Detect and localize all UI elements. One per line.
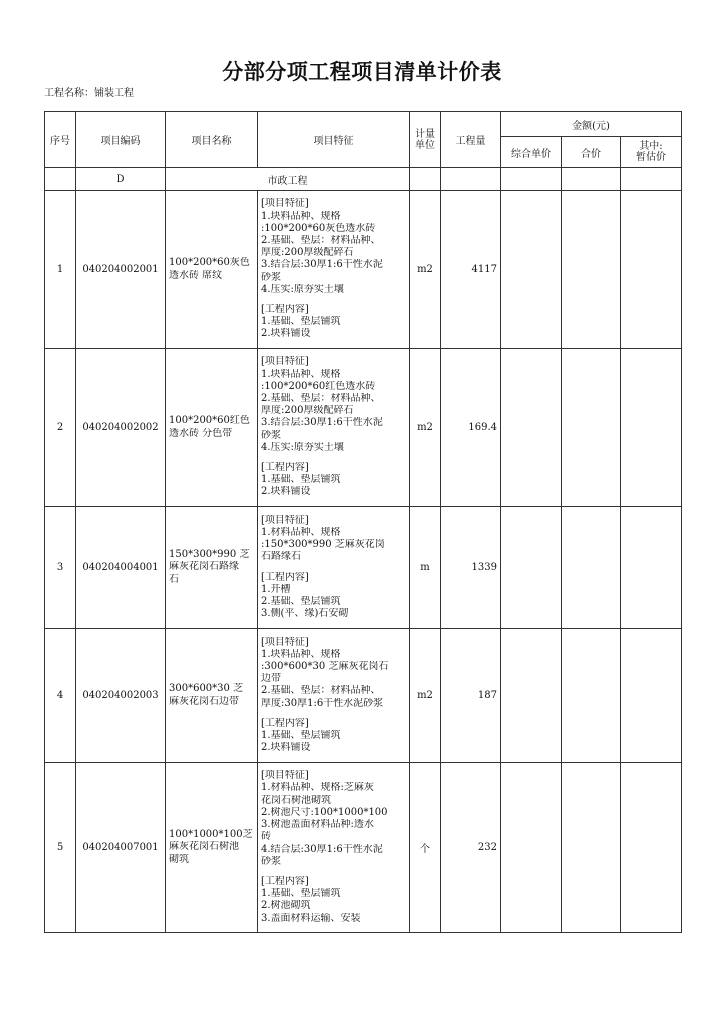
row-name-line: 麻灰花岗石树池 xyxy=(169,841,239,853)
feature-line: 2.基础、垫层铺筑 xyxy=(261,595,341,607)
feature-line: 3.结合层:30厚1:6干性水泥 xyxy=(261,417,383,429)
feature-spacer xyxy=(261,868,406,876)
row-unit: m2 xyxy=(410,191,441,349)
feature-line: 1.基础、垫层铺筑 xyxy=(261,316,341,328)
feature-line: 2.基础、垫层：材料品种、 xyxy=(261,392,381,404)
header-estimate xyxy=(621,137,682,168)
feature-line: [工程内容] xyxy=(261,462,309,473)
feature-line: 石路缘石 xyxy=(261,551,301,563)
feature-line: 4.压实:原夯实土壤 xyxy=(261,283,344,295)
row-name-line: 透水砖 席纹 xyxy=(169,269,223,281)
feature-line: :100*200*60红色透水砖 xyxy=(261,380,376,392)
header-amount: 金额(元) xyxy=(501,112,682,137)
row-seq: 1 xyxy=(45,191,76,349)
row-feature xyxy=(258,507,410,629)
feature-line: 厚度:200厚级配碎石 xyxy=(261,247,354,259)
row-estimate xyxy=(621,507,682,629)
row-qty: 1339 xyxy=(441,507,501,629)
feature-line: 1.材料品种、规格:芝麻灰 xyxy=(261,782,374,794)
feature-line: 砂浆 xyxy=(261,855,281,867)
header-code: 项目编码 xyxy=(76,112,166,168)
feature-line: 4.压实:原夯实土壤 xyxy=(261,441,344,453)
feature-line: 1.材料品种、规格 xyxy=(261,526,341,538)
feature-line: 3.盖面材料运输、安装 xyxy=(261,912,361,924)
row-unit-price xyxy=(501,763,562,933)
feature-line: 2.块料铺设 xyxy=(261,328,311,340)
feature-line: 3.结合层:30厚1:6干性水泥 xyxy=(261,259,383,271)
row-qty: 169.4 xyxy=(441,349,501,507)
row-qty: 232 xyxy=(441,763,501,933)
feature-line: [工程内容] xyxy=(261,571,309,583)
feature-line: 花岗石树池砌筑 xyxy=(261,794,331,806)
feature-line: 边带 xyxy=(261,673,281,685)
feature-line: 2.块料铺设 xyxy=(261,486,311,498)
feature-line: 砖 xyxy=(261,831,271,843)
page-title: 分部分项工程项目清单计价表 xyxy=(222,60,502,84)
feature-line: 2.块料铺设 xyxy=(261,742,311,754)
feature-line: 砂浆 xyxy=(261,271,281,283)
feature-line: 1.块料品种、规格 xyxy=(261,368,341,380)
row-unit: m2 xyxy=(410,349,441,507)
table-row xyxy=(45,629,682,763)
header-unit-price: 综合单价 xyxy=(501,137,562,168)
row-feature xyxy=(258,191,410,349)
header-feature: 项目特征 xyxy=(258,112,410,168)
row-seq: 3 xyxy=(45,507,76,629)
row-code: 040204007001 xyxy=(76,763,166,933)
header-total: 合价 xyxy=(562,137,621,168)
feature-line: 厚度:30厚1:6干性水泥砂浆 xyxy=(261,697,384,709)
feature-line: [工程内容] xyxy=(261,304,309,315)
row-name-line: 麻灰花岗石路缘 xyxy=(169,561,239,573)
empty-cell xyxy=(501,168,562,191)
row-seq: 5 xyxy=(45,763,76,933)
row-seq: 2 xyxy=(45,349,76,507)
row-name-line: 100*1000*100芝 xyxy=(169,829,253,841)
feature-line: [工程内容] xyxy=(261,875,309,887)
feature-line: 1.基础、垫层铺筑 xyxy=(261,888,341,900)
feature-line: [项目特征] xyxy=(261,356,309,368)
feature-line: :100*200*60灰色透水砖 xyxy=(261,222,376,234)
row-name xyxy=(166,507,258,629)
feature-line: 2.树池尺寸:100*1000*100 xyxy=(261,806,388,818)
feature-line: 1.块料品种、规格 xyxy=(261,210,341,222)
row-qty: 4117 xyxy=(441,191,501,349)
row-total xyxy=(562,763,621,933)
header-name: 项目名称 xyxy=(166,112,258,168)
table-row xyxy=(45,507,682,629)
header-unit xyxy=(410,112,441,168)
feature-line: 3.侧(平、缘)石安砌 xyxy=(261,608,349,620)
row-unit-price xyxy=(501,507,562,629)
section-row xyxy=(45,168,682,191)
row-qty: 187 xyxy=(441,629,501,763)
row-name-line: 石 xyxy=(169,573,179,585)
table-body xyxy=(45,168,682,933)
row-code: 040204004001 xyxy=(76,507,166,629)
feature-spacer xyxy=(261,710,406,718)
row-name xyxy=(166,763,258,933)
row-name xyxy=(166,191,258,349)
row-code: 040204002003 xyxy=(76,629,166,763)
header-estimate-line1: 其中: xyxy=(639,141,663,152)
row-name-line: 透水砖 分色带 xyxy=(169,427,233,439)
row-name xyxy=(166,629,258,763)
table-row xyxy=(45,191,682,349)
section-seq xyxy=(45,168,76,191)
feature-line: [项目特征] xyxy=(261,636,309,648)
row-estimate xyxy=(621,763,682,933)
row-code: 040204002001 xyxy=(76,191,166,349)
feature-line: 1.基础、垫层铺筑 xyxy=(261,730,341,741)
row-name-line: 300*600*30 芝 xyxy=(169,683,244,695)
row-unit-price xyxy=(501,629,562,763)
row-unit: m xyxy=(410,507,441,629)
feature-spacer xyxy=(261,296,406,304)
feature-line: [项目特征] xyxy=(261,514,309,526)
header-unit-line2: 单位 xyxy=(415,139,435,151)
section-code: D xyxy=(76,168,166,191)
feature-line: 1.开槽 xyxy=(261,583,291,595)
section-name: 市政工程 xyxy=(166,168,410,191)
row-name-line: 150*300*990 芝 xyxy=(169,549,250,561)
row-estimate xyxy=(621,191,682,349)
feature-line: 2.树池砌筑 xyxy=(261,900,311,912)
pricing-table xyxy=(44,111,682,933)
feature-line: 2.基础、垫层：材料品种、 xyxy=(261,234,381,246)
header-estimate-line2: 暂估价 xyxy=(636,152,666,163)
row-feature xyxy=(258,763,410,933)
row-code: 040204002002 xyxy=(76,349,166,507)
feature-spacer xyxy=(261,454,406,462)
feature-line: 3.树池盖面材料品种:透水 xyxy=(261,819,374,831)
row-estimate xyxy=(621,349,682,507)
feature-line: [工程内容] xyxy=(261,717,309,729)
row-name xyxy=(166,349,258,507)
row-feature xyxy=(258,349,410,507)
row-name-line: 麻灰花岗石边带 xyxy=(169,695,239,707)
project-name: 工程名称：铺装工程 xyxy=(44,88,134,99)
row-unit-price xyxy=(501,191,562,349)
empty-cell xyxy=(621,168,682,191)
row-total xyxy=(562,629,621,763)
feature-line: :150*300*990 芝麻灰花岗 xyxy=(261,539,385,551)
row-total xyxy=(562,191,621,349)
feature-line: 1.块料品种、规格 xyxy=(261,648,341,660)
row-total xyxy=(562,349,621,507)
empty-cell xyxy=(441,168,501,191)
header-seq: 序号 xyxy=(45,112,76,168)
feature-line: [项目特征] xyxy=(261,770,309,782)
header-qty: 工程量 xyxy=(441,112,501,168)
feature-line: [项目特征] xyxy=(261,198,309,210)
row-unit: m2 xyxy=(410,629,441,763)
feature-line: 2.基础、垫层：材料品种、 xyxy=(261,685,381,697)
row-name-line: 砌筑 xyxy=(169,853,189,865)
row-name-line: 100*200*60红色 xyxy=(169,415,250,427)
row-feature xyxy=(258,629,410,763)
row-estimate xyxy=(621,629,682,763)
table-row xyxy=(45,763,682,933)
row-name-line: 100*200*60灰色 xyxy=(169,257,250,269)
header-unit-line1: 计量 xyxy=(415,128,435,140)
empty-cell xyxy=(410,168,441,191)
row-seq: 4 xyxy=(45,629,76,763)
row-unit: 个 xyxy=(410,763,441,933)
feature-line: 4.结合层:30厚1:6干性水泥 xyxy=(261,843,383,855)
feature-line: 1.基础、垫层铺筑 xyxy=(261,474,341,486)
feature-line: :300*600*30 芝麻灰花岗石 xyxy=(261,660,389,672)
feature-line: 砂浆 xyxy=(261,429,281,441)
table-row xyxy=(45,349,682,507)
feature-line: 厚度:200厚级配碎石 xyxy=(261,405,354,417)
row-unit-price xyxy=(501,349,562,507)
feature-spacer xyxy=(261,564,406,572)
empty-cell xyxy=(562,168,621,191)
row-total xyxy=(562,507,621,629)
